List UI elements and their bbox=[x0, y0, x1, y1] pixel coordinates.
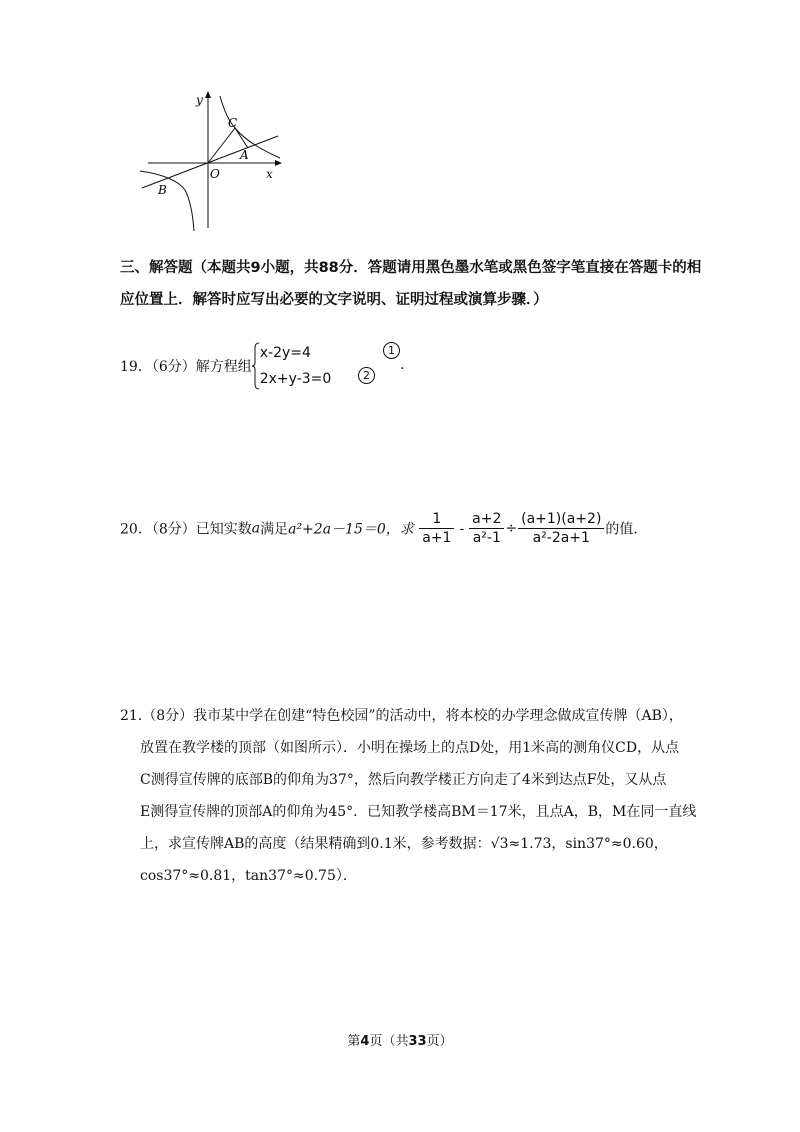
fraction-2-denominator: a²-1 bbox=[472, 530, 501, 546]
fraction-1-numerator: 1 bbox=[419, 510, 454, 529]
system-brace bbox=[252, 342, 260, 390]
q20-satisfies: 满足 bbox=[260, 521, 289, 538]
q20-suffix: 的值． bbox=[605, 521, 648, 538]
q21-line-2: 放置在教学楼的顶部（如图所示）．小明在操场上的点D处，用1米高的测角仪CD，从点 bbox=[140, 740, 680, 756]
label-y: y bbox=[196, 93, 203, 107]
function-graph-figure bbox=[140, 88, 290, 233]
fraction-3 bbox=[518, 510, 604, 547]
q21-line-4: E测得宣传牌的顶部A的仰角为45°．已知教学楼高BM＝17米，且点A，B，M在同一直线 bbox=[140, 804, 697, 820]
page-footer bbox=[0, 1030, 800, 1049]
label-x: x bbox=[266, 167, 273, 181]
q20-condition: a²+2a－15＝0，求 bbox=[288, 521, 414, 538]
equation-1: x-2y=4 bbox=[259, 345, 311, 361]
fraction-3-denominator: a²-2a+1 bbox=[532, 530, 590, 546]
question-19 bbox=[120, 340, 331, 392]
fraction-2 bbox=[469, 510, 504, 547]
section-heading-line1: 三、解答题（本题共9小题，共88分．答题请用黑色墨水笔或黑色签字笔直接在答题卡的相 bbox=[120, 260, 702, 276]
q20-prefix: 20．（8分）已知实数 bbox=[120, 521, 252, 538]
label-c: C bbox=[228, 116, 238, 130]
label-b: B bbox=[158, 183, 167, 197]
question-20 bbox=[120, 510, 647, 547]
section-heading-line2: 应位置上．解答时应写出必要的文字说明、证明过程或演算步骤．） bbox=[120, 292, 548, 308]
fraction-1 bbox=[419, 510, 454, 547]
divide-sign: ÷ bbox=[505, 520, 518, 537]
q19-suffix: ． bbox=[400, 357, 414, 373]
equation-2: 2x+y-3=0 bbox=[259, 371, 332, 387]
question-21 bbox=[120, 700, 697, 892]
fraction-2-numerator: a+2 bbox=[469, 510, 504, 529]
fraction-1-denominator: a+1 bbox=[422, 530, 452, 546]
label-a: A bbox=[240, 148, 249, 162]
hyperbola-branch-third bbox=[140, 171, 194, 231]
equation-marker-2: 2 bbox=[358, 367, 375, 384]
x-axis-arrow bbox=[275, 160, 282, 166]
footer-mid: 页（共 bbox=[369, 1034, 409, 1049]
q21-line-5: 上，求宣传牌AB的高度（结果精确到0.1米，参考数据：√3≈1.73，sin37°≈0.60， bbox=[140, 836, 668, 852]
footer-pre: 第 bbox=[347, 1034, 361, 1049]
equation-list bbox=[260, 340, 332, 392]
q21-line-6: cos37°≈0.81，tan37°≈0.75）． bbox=[140, 868, 357, 884]
fraction-3-numerator: (a+1)(a+2) bbox=[518, 510, 604, 529]
footer-total-pages: 33 bbox=[408, 1034, 427, 1049]
label-o: O bbox=[210, 167, 220, 181]
q21-line-3: C测得宣传牌的底部B的仰角为37°，然后向教学楼正方向走了4米到达点F处，又从点 bbox=[140, 772, 667, 788]
q19-prefix: 19．（6分）解方程组 bbox=[120, 359, 252, 375]
q20-var-a: a bbox=[251, 520, 261, 537]
segment-ca bbox=[235, 128, 248, 148]
y-axis-arrow bbox=[205, 91, 211, 98]
q21-line-1: 21.（8分）我市某中学在创建“特色校园”的活动中，将本校的办学理念做成宣传牌（AB）， bbox=[120, 708, 683, 724]
footer-page-number: 4 bbox=[360, 1034, 370, 1049]
minus-sign: - bbox=[459, 520, 465, 537]
equation-marker-1: 1 bbox=[383, 342, 400, 359]
footer-post: 页） bbox=[426, 1034, 453, 1049]
